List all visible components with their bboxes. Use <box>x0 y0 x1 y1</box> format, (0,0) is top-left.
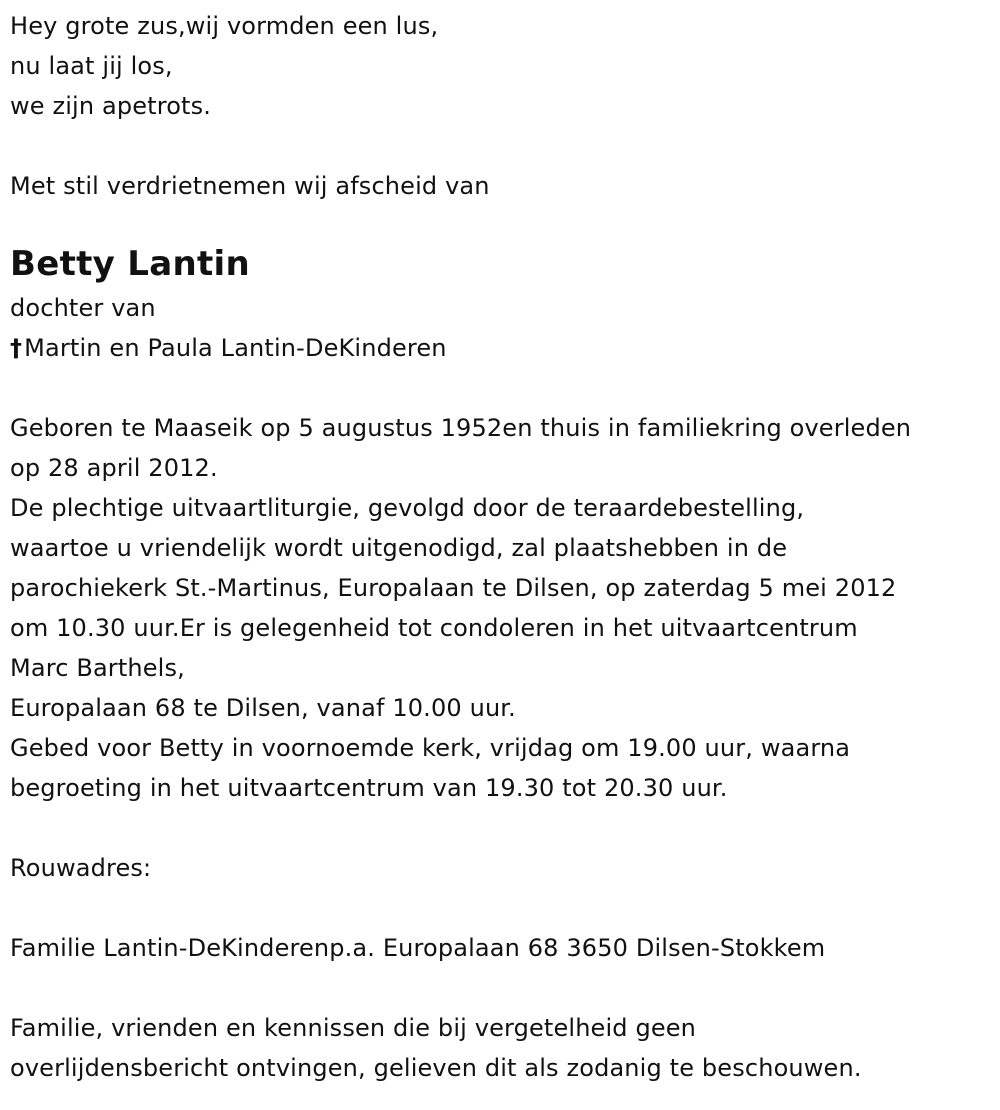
details-line: parochiekerk St.-Martinus, Europalaan te Dilsen, op zaterdag 5 mei 2012 <box>10 574 897 602</box>
spacer <box>10 968 995 1008</box>
spacer <box>10 368 995 408</box>
closing-line: Familie, vrienden en kennissen die bij vergetelheid geen <box>10 1014 697 1042</box>
poem-line: nu laat jij los, <box>10 52 173 80</box>
intro-text: Met stil verdrietnemen wij afscheid van <box>10 172 490 200</box>
cross-icon: † <box>10 334 23 362</box>
spacer <box>10 888 995 928</box>
details-line: Gebed voor Betty in voornoemde kerk, vrijdag om 19.00 uur, waarna <box>10 734 851 762</box>
spacer <box>10 126 995 166</box>
details-line: Geboren te Maaseik op 5 augustus 1952en thuis in familiekring overleden <box>10 414 912 442</box>
address-label: Rouwadres: <box>10 854 152 882</box>
parents-line <box>10 328 995 368</box>
mourning-address: Familie Lantin-DeKinderenp.a. Europalaan 68 3650 Dilsen-Stokkem <box>10 934 826 962</box>
parents-names: Martin en Paula Lantin-DeKinderen <box>24 334 447 362</box>
details-line: op 28 april 2012. <box>10 454 218 482</box>
details-line: Europalaan 68 te Dilsen, vanaf 10.00 uur. <box>10 694 516 722</box>
poem-line: Hey grote zus,wij vormden een lus, <box>10 12 439 40</box>
spacer <box>10 808 995 848</box>
poem-line: we zijn apetrots. <box>10 92 212 120</box>
details-line: De plechtige uitvaartliturgie, gevolgd door de teraardebestelling, <box>10 494 805 522</box>
obituary-document <box>10 6 995 1088</box>
closing-paragraph <box>10 1008 995 1088</box>
details-paragraph <box>10 408 995 808</box>
spacer <box>10 206 995 238</box>
details-line: Marc Barthels, <box>10 654 185 682</box>
poem <box>10 6 995 126</box>
details-line: om 10.30 uur.Er is gelegenheid tot condoleren in het uitvaartcentrum <box>10 614 858 642</box>
closing-line: overlijdensbericht ontvingen, gelieven dit als zodanig te beschouwen. <box>10 1054 862 1082</box>
details-line: begroeting in het uitvaartcentrum van 19.30 tot 20.30 uur. <box>10 774 728 802</box>
details-line: waartoe u vriendelijk wordt uitgenodigd, zal plaatshebben in de <box>10 534 788 562</box>
deceased-name: Betty Lantin <box>10 244 251 284</box>
relation-text: dochter van <box>10 294 156 322</box>
